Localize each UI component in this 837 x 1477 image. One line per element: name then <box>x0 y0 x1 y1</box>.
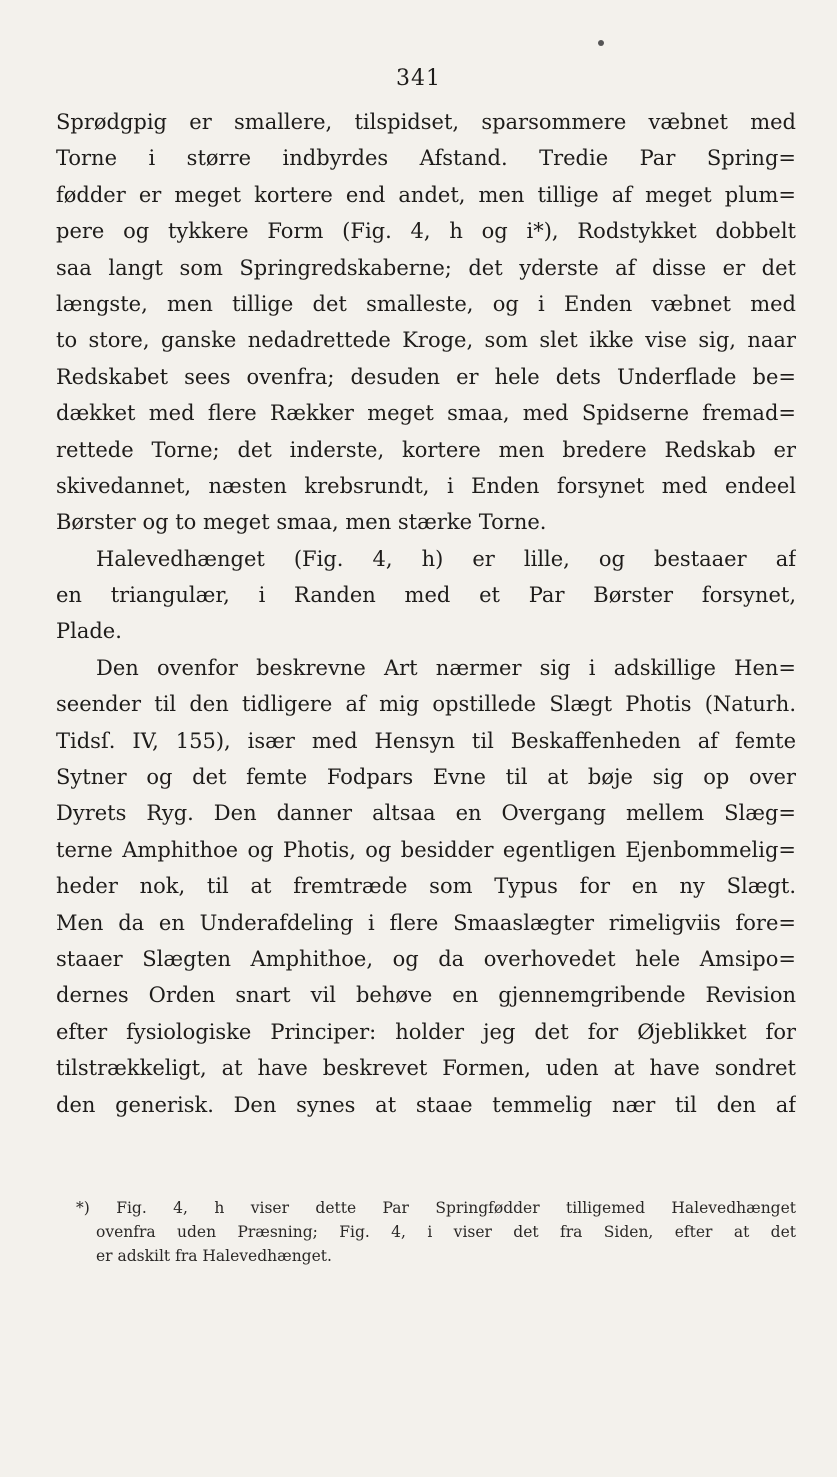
text-line: to store, ganske nedadrettede Kroge, som slet ikke vise sig, naar <box>56 328 796 353</box>
text-line: Halevedhænget (Fig. 4, h) er lille, og bestaaer af <box>96 546 796 571</box>
footnote-line: *) Fig. 4, h viser dette Par Springfødder tilligemed Halevedhænget <box>76 1199 796 1217</box>
text-line: rettede Torne; det inderste, kortere men bredere Redskab er <box>56 437 796 462</box>
text-line: Børster og to meget smaa, men stærke Torne. <box>56 510 547 535</box>
text-line: tilstrækkeligt, at have beskrevet Formen, uden at have sondret <box>56 1056 796 1081</box>
text-line: terne Amphithoe og Photis, og besidder egentligen Ejenbommelig= <box>56 837 796 862</box>
footnote-line: ovenfra uden Præsning; Fig. 4, i viser det fra Siden, efter at det <box>96 1223 796 1241</box>
footnote <box>76 1196 796 1268</box>
text-line: fødder er meget kortere end andet, men tillige af meget plum= <box>56 182 796 207</box>
text-line: Dyrets Ryg. Den danner altsaa en Overgang mellem Slæg= <box>56 801 796 826</box>
text-line: en triangulær, i Randen med et Par Børster forsynet, <box>56 583 796 608</box>
text-line: heder nok, til at fremtræde som Typus for en ny Slægt. <box>56 874 796 899</box>
text-line: pere og tykkere Form (Fig. 4, h og i*), Rodstykket dobbelt <box>56 219 796 244</box>
text-line: Plade. <box>56 619 122 644</box>
text-line: længste, men tillige det smalleste, og i Enden væbnet med <box>56 291 796 316</box>
text-line: dækket med flere Rækker meget smaa, med Spidserne fremad= <box>56 401 796 426</box>
ink-spot <box>598 40 604 46</box>
text-line: Men da en Underafdeling i flere Smaaslægter rimeligviis fore= <box>56 910 796 935</box>
text-line: staaer Slægten Amphithoe, og da overhovedet hele Amsipo= <box>56 946 796 971</box>
text-line: Tidsſ. IV, 155), især med Hensyn til Beskaffenheden af femte <box>56 728 796 753</box>
text-line: dernes Orden snart vil behøve en gjennemgribende Revision <box>56 983 796 1008</box>
text-line: Redskabet sees ovenfra; desuden er hele dets Underflade be= <box>56 364 796 389</box>
text-line: Torne i større indbyrdes Afstand. Tredie Par Spring= <box>56 146 796 171</box>
text-line: saa langt som Springredskaberne; det yderste af disse er det <box>56 255 796 280</box>
text-line: den generisk. Den synes at staae temmelig nær til den af <box>56 1092 796 1117</box>
text-line: skivedannet, næsten krebsrundt, i Enden forsynet med endeel <box>56 473 796 498</box>
text-line: Sprødgpig er smallere, tilspidset, sparsommere væbnet med <box>56 110 796 134</box>
text-line: efter fysiologiske Principer: holder jeg det for Øjeblikket for <box>56 1019 796 1044</box>
body-text <box>56 104 796 1123</box>
text-line: Sytner og det femte Fodpars Evne til at bøje sig op over <box>56 765 796 790</box>
text-line: seender til den tidligere af mig opstillede Slægt Photis (Naturh. <box>56 692 796 717</box>
page-number: 341 <box>396 66 441 91</box>
text-line: Den ovenfor beskrevne Art nærmer sig i adskillige Hen= <box>96 655 796 680</box>
footnote-line: er adskilt fra Halevedhænget. <box>96 1247 332 1265</box>
